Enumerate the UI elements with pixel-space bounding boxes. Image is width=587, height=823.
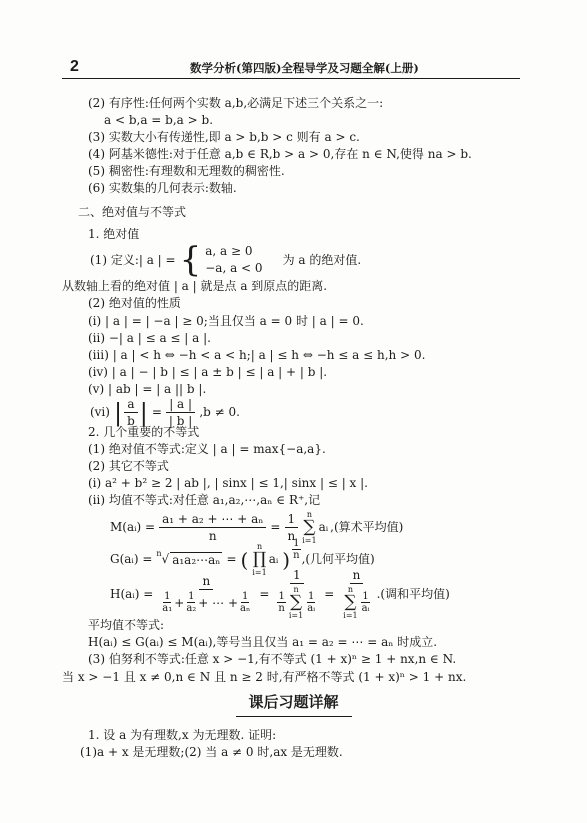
fraction-numerator: | a | <box>166 397 195 413</box>
arithmetic-mean-formula <box>108 510 405 545</box>
fraction-denominator: a₂ <box>186 603 197 614</box>
other-inequalities-heading: (2) 其它不等式 <box>88 459 169 473</box>
fraction-denominator <box>338 584 374 620</box>
fraction-denominator: | b | <box>168 414 193 428</box>
case-nonnegative: a, a ≥ 0 <box>205 244 253 258</box>
formula-lhs: G(aᵢ) = <box>110 552 153 566</box>
property-number-line: (6) 实数集的几何表示:数轴. <box>88 181 237 195</box>
equals-sign: = <box>226 552 237 566</box>
radical-sign: √ <box>161 552 170 566</box>
fraction-denominator: n <box>287 529 296 543</box>
reciprocal-sum-fraction <box>157 574 255 614</box>
summand: aᵢ <box>318 520 329 534</box>
fraction-numerator: 1 <box>164 591 171 602</box>
basic-inequalities: (ⅰ) a² + b² ≥ 2 | ab |, | sinx | ≤ 1,| sinx | ≤ | x |. <box>88 476 368 490</box>
operator-upper-limit: n <box>306 510 312 519</box>
reciprocal-term <box>306 591 316 614</box>
fraction-numerator: 1 <box>278 591 285 602</box>
fraction-numerator: a <box>124 397 137 413</box>
cases-brace: { <box>179 240 202 280</box>
bernoulli-strict-inequality: 当 x > −1 且 x ≠ 0,n ∈ N 且 n ≥ 2 时,有严格不等式 (1 + x)ⁿ > 1 + nx. <box>62 670 467 684</box>
fraction-numerator: n <box>199 574 213 590</box>
exponent-fraction <box>292 538 300 561</box>
reciprocal-term <box>185 591 197 614</box>
abs-bar-left: | <box>113 398 123 427</box>
fraction-numerator: 1 <box>285 512 299 528</box>
ellipsis-operator: + ⋯ + <box>198 595 239 610</box>
fraction-denominator: a₁ <box>162 603 173 614</box>
exercises-section-title: 课后习题详解 <box>248 693 339 711</box>
plus-operator: + <box>174 595 185 610</box>
mean-of-reciprocals-fraction <box>273 568 320 620</box>
root-index: n <box>156 549 162 558</box>
formula-lhs: M(aᵢ) = <box>110 520 156 534</box>
close-paren: ) <box>282 547 291 572</box>
summation-operator <box>343 585 357 620</box>
sigma-symbol: ∑ <box>344 592 357 612</box>
reciprocal-term <box>361 591 371 614</box>
fraction-denominator: n <box>293 550 300 561</box>
reciprocal-term <box>161 591 173 614</box>
property-label: (ⅵ) <box>90 405 110 419</box>
equals-sign: = <box>259 586 270 601</box>
header-rule <box>62 78 520 79</box>
subsection-important-inequalities: 2. 几个重要的不等式 <box>88 425 200 439</box>
property-ordering: (2) 有序性:任何两个实数 a,b,必满足下述三个关系之一: <box>88 96 384 110</box>
operator-upper-limit: n <box>256 542 263 551</box>
operator-upper-limit: n <box>293 585 299 594</box>
fraction-denominator <box>273 584 320 620</box>
summation-operator <box>289 585 303 620</box>
fraction-denominator: aᵢ <box>361 603 370 614</box>
absolute-value-inequality: (1) 绝对值不等式:定义 | a | = max{−a,a}. <box>88 442 326 456</box>
formula-label: ,(算术平均值) <box>330 520 404 534</box>
operator-lower-limit: i=1 <box>288 611 304 620</box>
fraction-numerator: n <box>350 568 364 584</box>
geometric-meaning: 从数轴上看的绝对值 | a | 就是点 a 到原点的距离. <box>62 279 328 293</box>
abs-property-3: (ⅲ) | a | < h ⇔ −h < a < h;| a | ≤ h ⇔ −h ≤ a ≤ h,h > 0. <box>88 348 426 362</box>
definition-suffix: 为 a 的绝对值. <box>282 252 362 267</box>
fraction-numerator: 1 <box>242 591 249 602</box>
abs-property-4: (ⅳ) | a | − | b | ≤ | a ± b | ≤ | a | + | b |. <box>88 365 328 379</box>
sum-over-n-fraction <box>159 512 266 543</box>
fraction-numerator: 1 <box>188 591 195 602</box>
property-ordering-relations: a < b,a = b,a > b. <box>104 113 214 127</box>
property-transitivity: (3) 实数大小有传递性,即 a > b,b > c 则有 a > c. <box>88 130 360 144</box>
exercise-1-parts: (1)a + x 是无理数;(2) 当 a ≠ 0 时,ax 是无理数. <box>80 745 343 759</box>
mean-inequality-intro: (ⅱ) 均值不等式:对任意 a₁,a₂,⋯,aₙ ∈ R⁺,记 <box>88 493 321 507</box>
abs-bar-right: | <box>139 398 148 427</box>
property-archimedean: (4) 阿基米德性:对于任意 a,b ∈ R,b > a > 0,存在 n ∈ N,使得 na > b. <box>88 147 472 161</box>
absolute-value-definition <box>88 240 363 280</box>
abs-property-1: (ⅰ) | a | = | −a | ≥ 0;当且仅当 a = 0 时 | a | = 0. <box>88 314 364 328</box>
section-title-absolute-value-and-inequalities: 二、绝对值与不等式 <box>78 205 187 219</box>
fraction-numerator: 1 <box>293 538 300 549</box>
harmonic-mean-formula <box>108 568 452 620</box>
exercise-1-statement: 1. 设 a 为有理数,x 为无理数. 证明: <box>88 728 277 742</box>
definition-label: (1) 定义:| a | = <box>90 252 176 267</box>
quotient-condition: ,b ≠ 0. <box>199 405 240 419</box>
operator-lower-limit: i=1 <box>302 536 317 545</box>
equals-sign: = <box>324 586 335 601</box>
summation-operator <box>302 510 316 545</box>
fraction-denominator: aᵢ <box>307 603 316 614</box>
mean-inequality-heading: 平均值不等式: <box>88 618 165 632</box>
fraction-denominator: n <box>278 603 285 614</box>
fraction-numerator: 1 <box>362 591 369 602</box>
fraction-denominator: aₙ <box>240 603 251 614</box>
definition-cases <box>205 243 262 277</box>
fraction-denominator: b <box>127 414 135 428</box>
operator-lower-limit: i=1 <box>343 611 358 620</box>
coefficient-fraction <box>277 591 285 614</box>
property-density: (5) 稠密性:有理数和无理数的稠密性. <box>88 164 285 178</box>
formula-lhs: H(aᵢ) = <box>110 586 154 601</box>
abs-property-5: (ⅴ) | ab | = | a || b |. <box>88 382 207 396</box>
open-paren: ( <box>240 547 249 572</box>
reciprocal-term <box>239 591 251 614</box>
operator-upper-limit: n <box>347 585 354 594</box>
formula-label: .(调和平均值) <box>376 586 450 601</box>
page-number: 2 <box>70 58 79 75</box>
factor: aᵢ <box>268 552 279 566</box>
equals-sign: = <box>151 405 162 419</box>
mean-inequality-statement: H(aᵢ) ≤ G(aᵢ) ≤ M(aᵢ),等号当且仅当 a₁ = a₂ = ⋯ = aₙ 时成立. <box>88 635 438 649</box>
sigma-symbol: ∑ <box>289 592 303 612</box>
fraction-denominator <box>157 590 255 614</box>
bernoulli-inequality: (3) 伯努利不等式:任意 x > −1,有不等式 (1 + x)ⁿ ≥ 1 + nx,n ∈ N. <box>88 652 457 666</box>
equals-sign: = <box>270 520 281 534</box>
fraction-denominator: n <box>208 529 217 543</box>
radicand: a₁a₂⋯aₙ <box>172 552 221 567</box>
sigma-symbol: ∑ <box>303 517 316 537</box>
abs-property-2: (ⅱ) −| a | ≤ a ≤ | a |. <box>88 331 211 345</box>
n-over-reciprocal-sum-fraction <box>338 568 374 620</box>
subsection-absolute-value: 1. 绝对值 <box>88 227 140 241</box>
operator-lower-limit: i=1 <box>252 568 267 577</box>
running-header-title: 数学分析(第四版)全程导学及习题全解(上册) <box>190 61 419 75</box>
fraction-numerator: a₁ + a₂ + ⋯ + aₙ <box>159 512 266 528</box>
exercises-title-rule <box>236 716 352 717</box>
properties-heading: (2) 绝对值的性质 <box>88 296 181 310</box>
formula-label: ,(几何平均值) <box>301 552 375 566</box>
pi-symbol: ∏ <box>252 549 267 569</box>
fraction-numerator: 1 <box>290 568 304 584</box>
case-negative: −a, a < 0 <box>205 261 263 275</box>
fraction-numerator: 1 <box>308 591 315 602</box>
